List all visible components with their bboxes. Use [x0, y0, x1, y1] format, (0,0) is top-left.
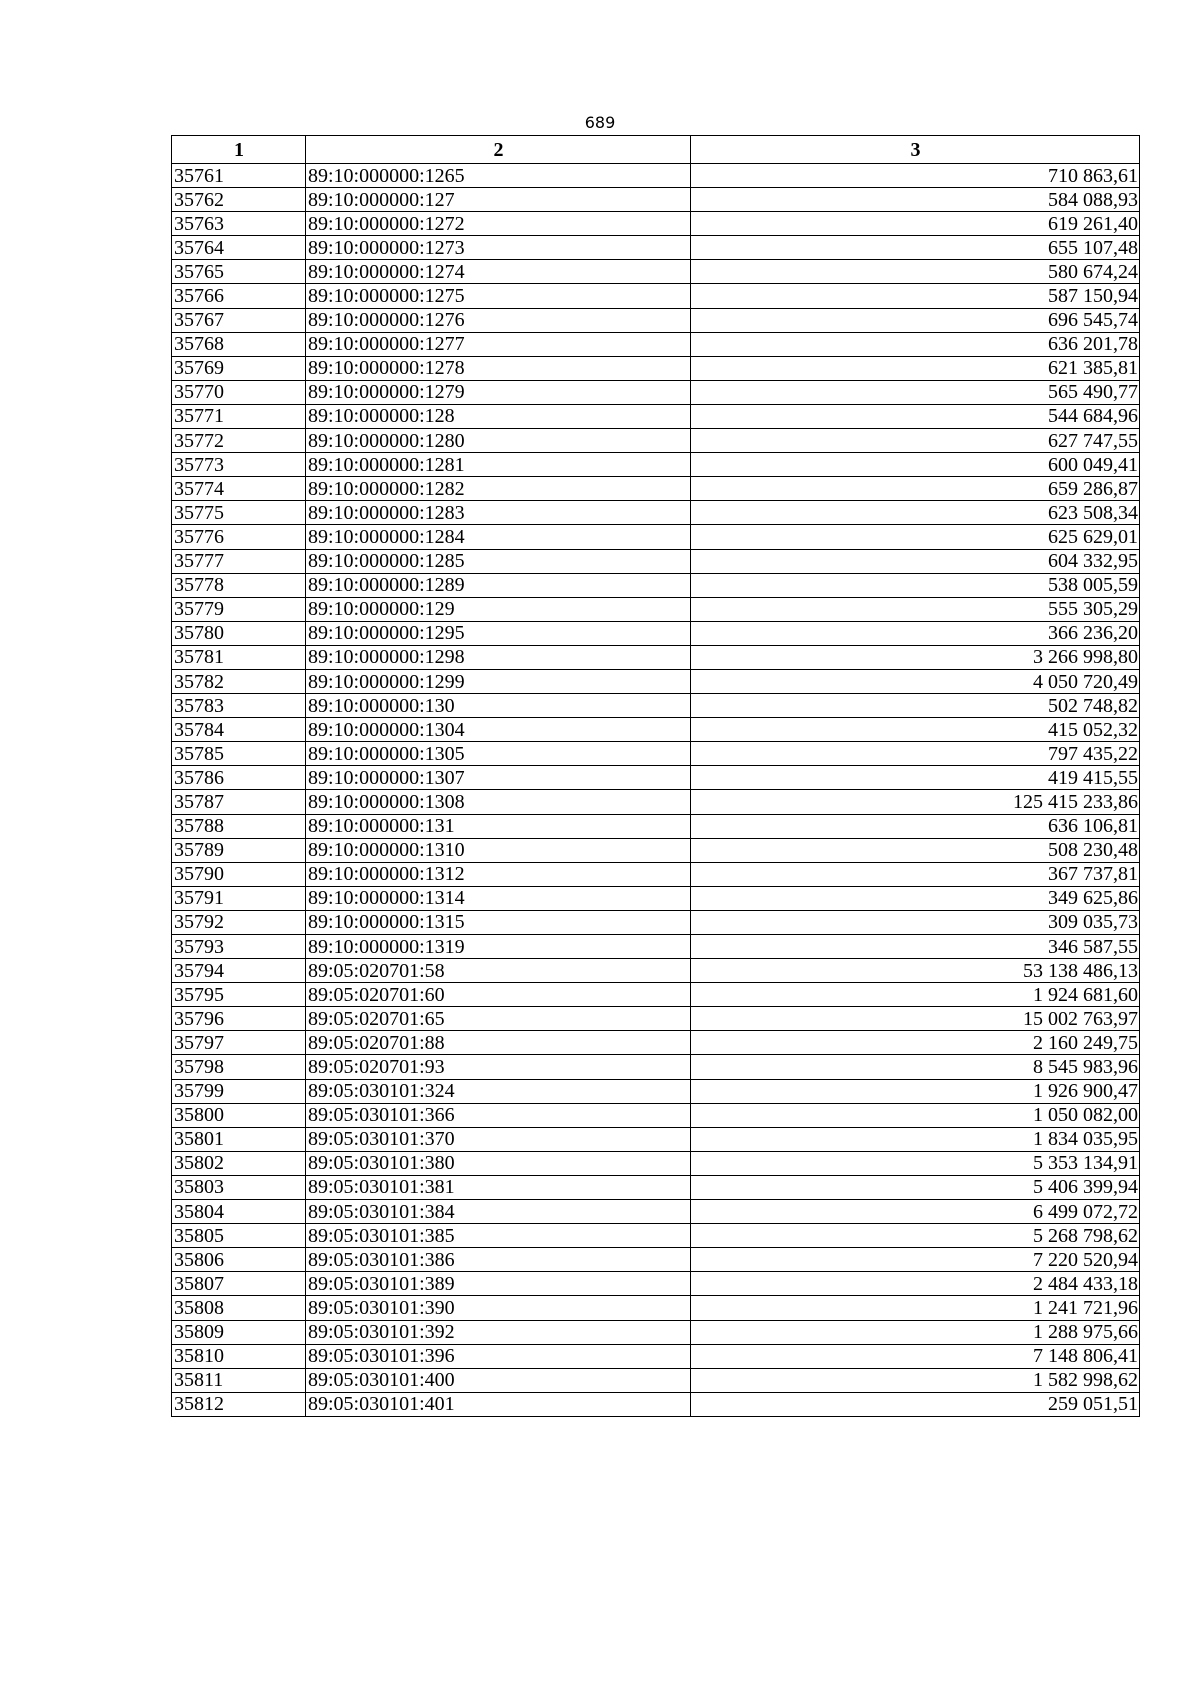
table-row: [172, 188, 1140, 212]
table-row: [172, 742, 1140, 766]
table-row: [172, 1320, 1140, 1344]
value-cell: 600 049,41: [691, 453, 1140, 477]
row-number-cell: 35761: [172, 164, 306, 188]
value-cell: 259 051,51: [691, 1392, 1140, 1416]
value-cell: 696 545,74: [691, 308, 1140, 332]
value-cell: 584 088,93: [691, 188, 1140, 212]
cadastral-number-cell: 89:10:000000:129: [306, 597, 691, 621]
row-number-cell: 35778: [172, 573, 306, 597]
table-row: [172, 1368, 1140, 1392]
row-number-cell: 35794: [172, 959, 306, 983]
cadastral-number-cell: 89:05:030101:366: [306, 1103, 691, 1127]
row-number-cell: 35783: [172, 694, 306, 718]
row-number-cell: 35762: [172, 188, 306, 212]
row-number-cell: 35785: [172, 742, 306, 766]
value-cell: 419 415,55: [691, 766, 1140, 790]
value-cell: 623 508,34: [691, 501, 1140, 525]
row-number-cell: 35764: [172, 236, 306, 260]
table-row: [172, 453, 1140, 477]
value-cell: 346 587,55: [691, 935, 1140, 959]
row-number-cell: 35767: [172, 308, 306, 332]
cadastral-number-cell: 89:10:000000:1285: [306, 549, 691, 573]
row-number-cell: 35808: [172, 1296, 306, 1320]
cadastral-number-cell: 89:10:000000:131: [306, 814, 691, 838]
cadastral-number-cell: 89:10:000000:1279: [306, 380, 691, 404]
value-cell: 502 748,82: [691, 694, 1140, 718]
table-row: [172, 549, 1140, 573]
row-number-cell: 35784: [172, 718, 306, 742]
row-number-cell: 35782: [172, 669, 306, 693]
cadastral-number-cell: 89:10:000000:1283: [306, 501, 691, 525]
row-number-cell: 35786: [172, 766, 306, 790]
cadastral-number-cell: 89:10:000000:128: [306, 404, 691, 428]
table-row: [172, 935, 1140, 959]
value-cell: 3 266 998,80: [691, 645, 1140, 669]
cadastral-number-cell: 89:10:000000:1277: [306, 332, 691, 356]
table-row: [172, 1055, 1140, 1079]
table-row: [172, 212, 1140, 236]
table-row: [172, 1079, 1140, 1103]
table-row: [172, 1007, 1140, 1031]
table-row: [172, 621, 1140, 645]
row-number-cell: 35768: [172, 332, 306, 356]
cadastral-number-cell: 89:10:000000:1284: [306, 525, 691, 549]
table-row: [172, 380, 1140, 404]
cadastral-number-cell: 89:05:030101:324: [306, 1079, 691, 1103]
table-row: [172, 429, 1140, 453]
table-row: [172, 645, 1140, 669]
value-cell: 565 490,77: [691, 380, 1140, 404]
table-row: [172, 838, 1140, 862]
cadastral-number-cell: 89:10:000000:1319: [306, 935, 691, 959]
value-cell: 580 674,24: [691, 260, 1140, 284]
table-row: [172, 1248, 1140, 1272]
row-number-cell: 35799: [172, 1079, 306, 1103]
table-row: [172, 790, 1140, 814]
table-row: [172, 236, 1140, 260]
table-row: [172, 1200, 1140, 1224]
value-cell: 8 545 983,96: [691, 1055, 1140, 1079]
row-number-cell: 35806: [172, 1248, 306, 1272]
value-cell: 7 220 520,94: [691, 1248, 1140, 1272]
table-row: [172, 814, 1140, 838]
cadastral-number-cell: 89:10:000000:1298: [306, 645, 691, 669]
table-row: [172, 1151, 1140, 1175]
cadastral-number-cell: 89:10:000000:1278: [306, 356, 691, 380]
value-cell: 53 138 486,13: [691, 959, 1140, 983]
row-number-cell: 35789: [172, 838, 306, 862]
value-cell: 4 050 720,49: [691, 669, 1140, 693]
row-number-cell: 35793: [172, 935, 306, 959]
value-cell: 508 230,48: [691, 838, 1140, 862]
value-cell: 366 236,20: [691, 621, 1140, 645]
table-row: [172, 1175, 1140, 1199]
cadastral-number-cell: 89:10:000000:1310: [306, 838, 691, 862]
row-number-cell: 35807: [172, 1272, 306, 1296]
value-cell: 621 385,81: [691, 356, 1140, 380]
row-number-cell: 35798: [172, 1055, 306, 1079]
column-header-3: 3: [691, 136, 1140, 164]
cadastral-number-cell: 89:10:000000:1282: [306, 477, 691, 501]
value-cell: 415 052,32: [691, 718, 1140, 742]
value-cell: 6 499 072,72: [691, 1200, 1140, 1224]
value-cell: 604 332,95: [691, 549, 1140, 573]
value-cell: 710 863,61: [691, 164, 1140, 188]
cadastral-number-cell: 89:10:000000:1304: [306, 718, 691, 742]
cadastral-number-cell: 89:05:030101:370: [306, 1127, 691, 1151]
value-cell: 1 241 721,96: [691, 1296, 1140, 1320]
value-cell: 1 288 975,66: [691, 1320, 1140, 1344]
row-number-cell: 35795: [172, 983, 306, 1007]
cadastral-number-cell: 89:05:030101:396: [306, 1344, 691, 1368]
value-cell: 655 107,48: [691, 236, 1140, 260]
cadastral-number-cell: 89:10:000000:1280: [306, 429, 691, 453]
table-row: [172, 525, 1140, 549]
table-row: [172, 164, 1140, 188]
cadastral-number-cell: 89:05:030101:381: [306, 1175, 691, 1199]
row-number-cell: 35801: [172, 1127, 306, 1151]
table-row: [172, 694, 1140, 718]
table-row: [172, 477, 1140, 501]
table-row: [172, 308, 1140, 332]
registry-table: [171, 135, 1140, 1417]
value-cell: 2 484 433,18: [691, 1272, 1140, 1296]
row-number-cell: 35771: [172, 404, 306, 428]
cadastral-number-cell: 89:05:030101:385: [306, 1224, 691, 1248]
cadastral-number-cell: 89:05:030101:389: [306, 1272, 691, 1296]
table-row: [172, 983, 1140, 1007]
table-row: [172, 501, 1140, 525]
row-number-cell: 35812: [172, 1392, 306, 1416]
column-header-2: 2: [306, 136, 691, 164]
table-header-row: [172, 136, 1140, 164]
value-cell: 544 684,96: [691, 404, 1140, 428]
row-number-cell: 35780: [172, 621, 306, 645]
value-cell: 1 926 900,47: [691, 1079, 1140, 1103]
row-number-cell: 35790: [172, 862, 306, 886]
cadastral-number-cell: 89:05:030101:380: [306, 1151, 691, 1175]
cadastral-number-cell: 89:10:000000:1312: [306, 862, 691, 886]
cadastral-number-cell: 89:05:020701:65: [306, 1007, 691, 1031]
row-number-cell: 35791: [172, 886, 306, 910]
table-row: [172, 597, 1140, 621]
cadastral-number-cell: 89:05:030101:386: [306, 1248, 691, 1272]
value-cell: 627 747,55: [691, 429, 1140, 453]
value-cell: 797 435,22: [691, 742, 1140, 766]
cadastral-number-cell: 89:05:030101:392: [306, 1320, 691, 1344]
row-number-cell: 35797: [172, 1031, 306, 1055]
value-cell: 125 415 233,86: [691, 790, 1140, 814]
page-number: 689: [584, 113, 616, 132]
row-number-cell: 35763: [172, 212, 306, 236]
row-number-cell: 35770: [172, 380, 306, 404]
value-cell: 587 150,94: [691, 284, 1140, 308]
cadastral-number-cell: 89:10:000000:1276: [306, 308, 691, 332]
table-row: [172, 959, 1140, 983]
table-row: [172, 886, 1140, 910]
row-number-cell: 35766: [172, 284, 306, 308]
value-cell: 349 625,86: [691, 886, 1140, 910]
row-number-cell: 35796: [172, 1007, 306, 1031]
cadastral-number-cell: 89:10:000000:1308: [306, 790, 691, 814]
row-number-cell: 35773: [172, 453, 306, 477]
row-number-cell: 35776: [172, 525, 306, 549]
row-number-cell: 35781: [172, 645, 306, 669]
value-cell: 5 353 134,91: [691, 1151, 1140, 1175]
table-row: [172, 669, 1140, 693]
table-row: [172, 284, 1140, 308]
value-cell: 367 737,81: [691, 862, 1140, 886]
cadastral-number-cell: 89:05:020701:58: [306, 959, 691, 983]
table-row: [172, 766, 1140, 790]
table-row: [172, 1103, 1140, 1127]
column-header-1: 1: [172, 136, 306, 164]
table-row: [172, 1272, 1140, 1296]
table-row: [172, 1031, 1140, 1055]
row-number-cell: 35787: [172, 790, 306, 814]
value-cell: 15 002 763,97: [691, 1007, 1140, 1031]
row-number-cell: 35788: [172, 814, 306, 838]
cadastral-number-cell: 89:10:000000:127: [306, 188, 691, 212]
row-number-cell: 35775: [172, 501, 306, 525]
table-row: [172, 1392, 1140, 1416]
cadastral-number-cell: 89:10:000000:1305: [306, 742, 691, 766]
value-cell: 1 582 998,62: [691, 1368, 1140, 1392]
value-cell: 619 261,40: [691, 212, 1140, 236]
cadastral-number-cell: 89:05:030101:384: [306, 1200, 691, 1224]
value-cell: 5 268 798,62: [691, 1224, 1140, 1248]
table-row: [172, 718, 1140, 742]
cadastral-number-cell: 89:10:000000:1281: [306, 453, 691, 477]
value-cell: 1 050 082,00: [691, 1103, 1140, 1127]
value-cell: 2 160 249,75: [691, 1031, 1140, 1055]
cadastral-number-cell: 89:10:000000:1275: [306, 284, 691, 308]
value-cell: 1 834 035,95: [691, 1127, 1140, 1151]
value-cell: 555 305,29: [691, 597, 1140, 621]
row-number-cell: 35777: [172, 549, 306, 573]
cadastral-number-cell: 89:05:020701:93: [306, 1055, 691, 1079]
value-cell: 636 201,78: [691, 332, 1140, 356]
table-row: [172, 356, 1140, 380]
row-number-cell: 35779: [172, 597, 306, 621]
table-row: [172, 1127, 1140, 1151]
row-number-cell: 35765: [172, 260, 306, 284]
cadastral-number-cell: 89:10:000000:1299: [306, 669, 691, 693]
table-row: [172, 332, 1140, 356]
cadastral-number-cell: 89:05:030101:400: [306, 1368, 691, 1392]
cadastral-number-cell: 89:10:000000:1307: [306, 766, 691, 790]
value-cell: 659 286,87: [691, 477, 1140, 501]
cadastral-number-cell: 89:10:000000:1274: [306, 260, 691, 284]
cadastral-number-cell: 89:05:030101:401: [306, 1392, 691, 1416]
value-cell: 625 629,01: [691, 525, 1140, 549]
row-number-cell: 35805: [172, 1224, 306, 1248]
row-number-cell: 35772: [172, 429, 306, 453]
row-number-cell: 35792: [172, 910, 306, 934]
cadastral-number-cell: 89:10:000000:1265: [306, 164, 691, 188]
value-cell: 1 924 681,60: [691, 983, 1140, 1007]
row-number-cell: 35811: [172, 1368, 306, 1392]
cadastral-number-cell: 89:05:020701:60: [306, 983, 691, 1007]
cadastral-number-cell: 89:10:000000:1295: [306, 621, 691, 645]
cadastral-number-cell: 89:10:000000:1289: [306, 573, 691, 597]
table-row: [172, 1296, 1140, 1320]
cadastral-number-cell: 89:05:030101:390: [306, 1296, 691, 1320]
row-number-cell: 35802: [172, 1151, 306, 1175]
cadastral-number-cell: 89:10:000000:1273: [306, 236, 691, 260]
row-number-cell: 35809: [172, 1320, 306, 1344]
row-number-cell: 35774: [172, 477, 306, 501]
value-cell: 7 148 806,41: [691, 1344, 1140, 1368]
row-number-cell: 35800: [172, 1103, 306, 1127]
table-row: [172, 1224, 1140, 1248]
value-cell: 538 005,59: [691, 573, 1140, 597]
value-cell: 309 035,73: [691, 910, 1140, 934]
table-body: [172, 164, 1140, 1417]
row-number-cell: 35769: [172, 356, 306, 380]
table-row: [172, 862, 1140, 886]
table-row: [172, 910, 1140, 934]
row-number-cell: 35810: [172, 1344, 306, 1368]
cadastral-number-cell: 89:10:000000:1315: [306, 910, 691, 934]
table-row: [172, 404, 1140, 428]
cadastral-number-cell: 89:05:020701:88: [306, 1031, 691, 1055]
cadastral-number-cell: 89:10:000000:130: [306, 694, 691, 718]
value-cell: 636 106,81: [691, 814, 1140, 838]
table-row: [172, 573, 1140, 597]
cadastral-number-cell: 89:10:000000:1314: [306, 886, 691, 910]
row-number-cell: 35803: [172, 1175, 306, 1199]
table-row: [172, 1344, 1140, 1368]
row-number-cell: 35804: [172, 1200, 306, 1224]
table-row: [172, 260, 1140, 284]
value-cell: 5 406 399,94: [691, 1175, 1140, 1199]
cadastral-number-cell: 89:10:000000:1272: [306, 212, 691, 236]
